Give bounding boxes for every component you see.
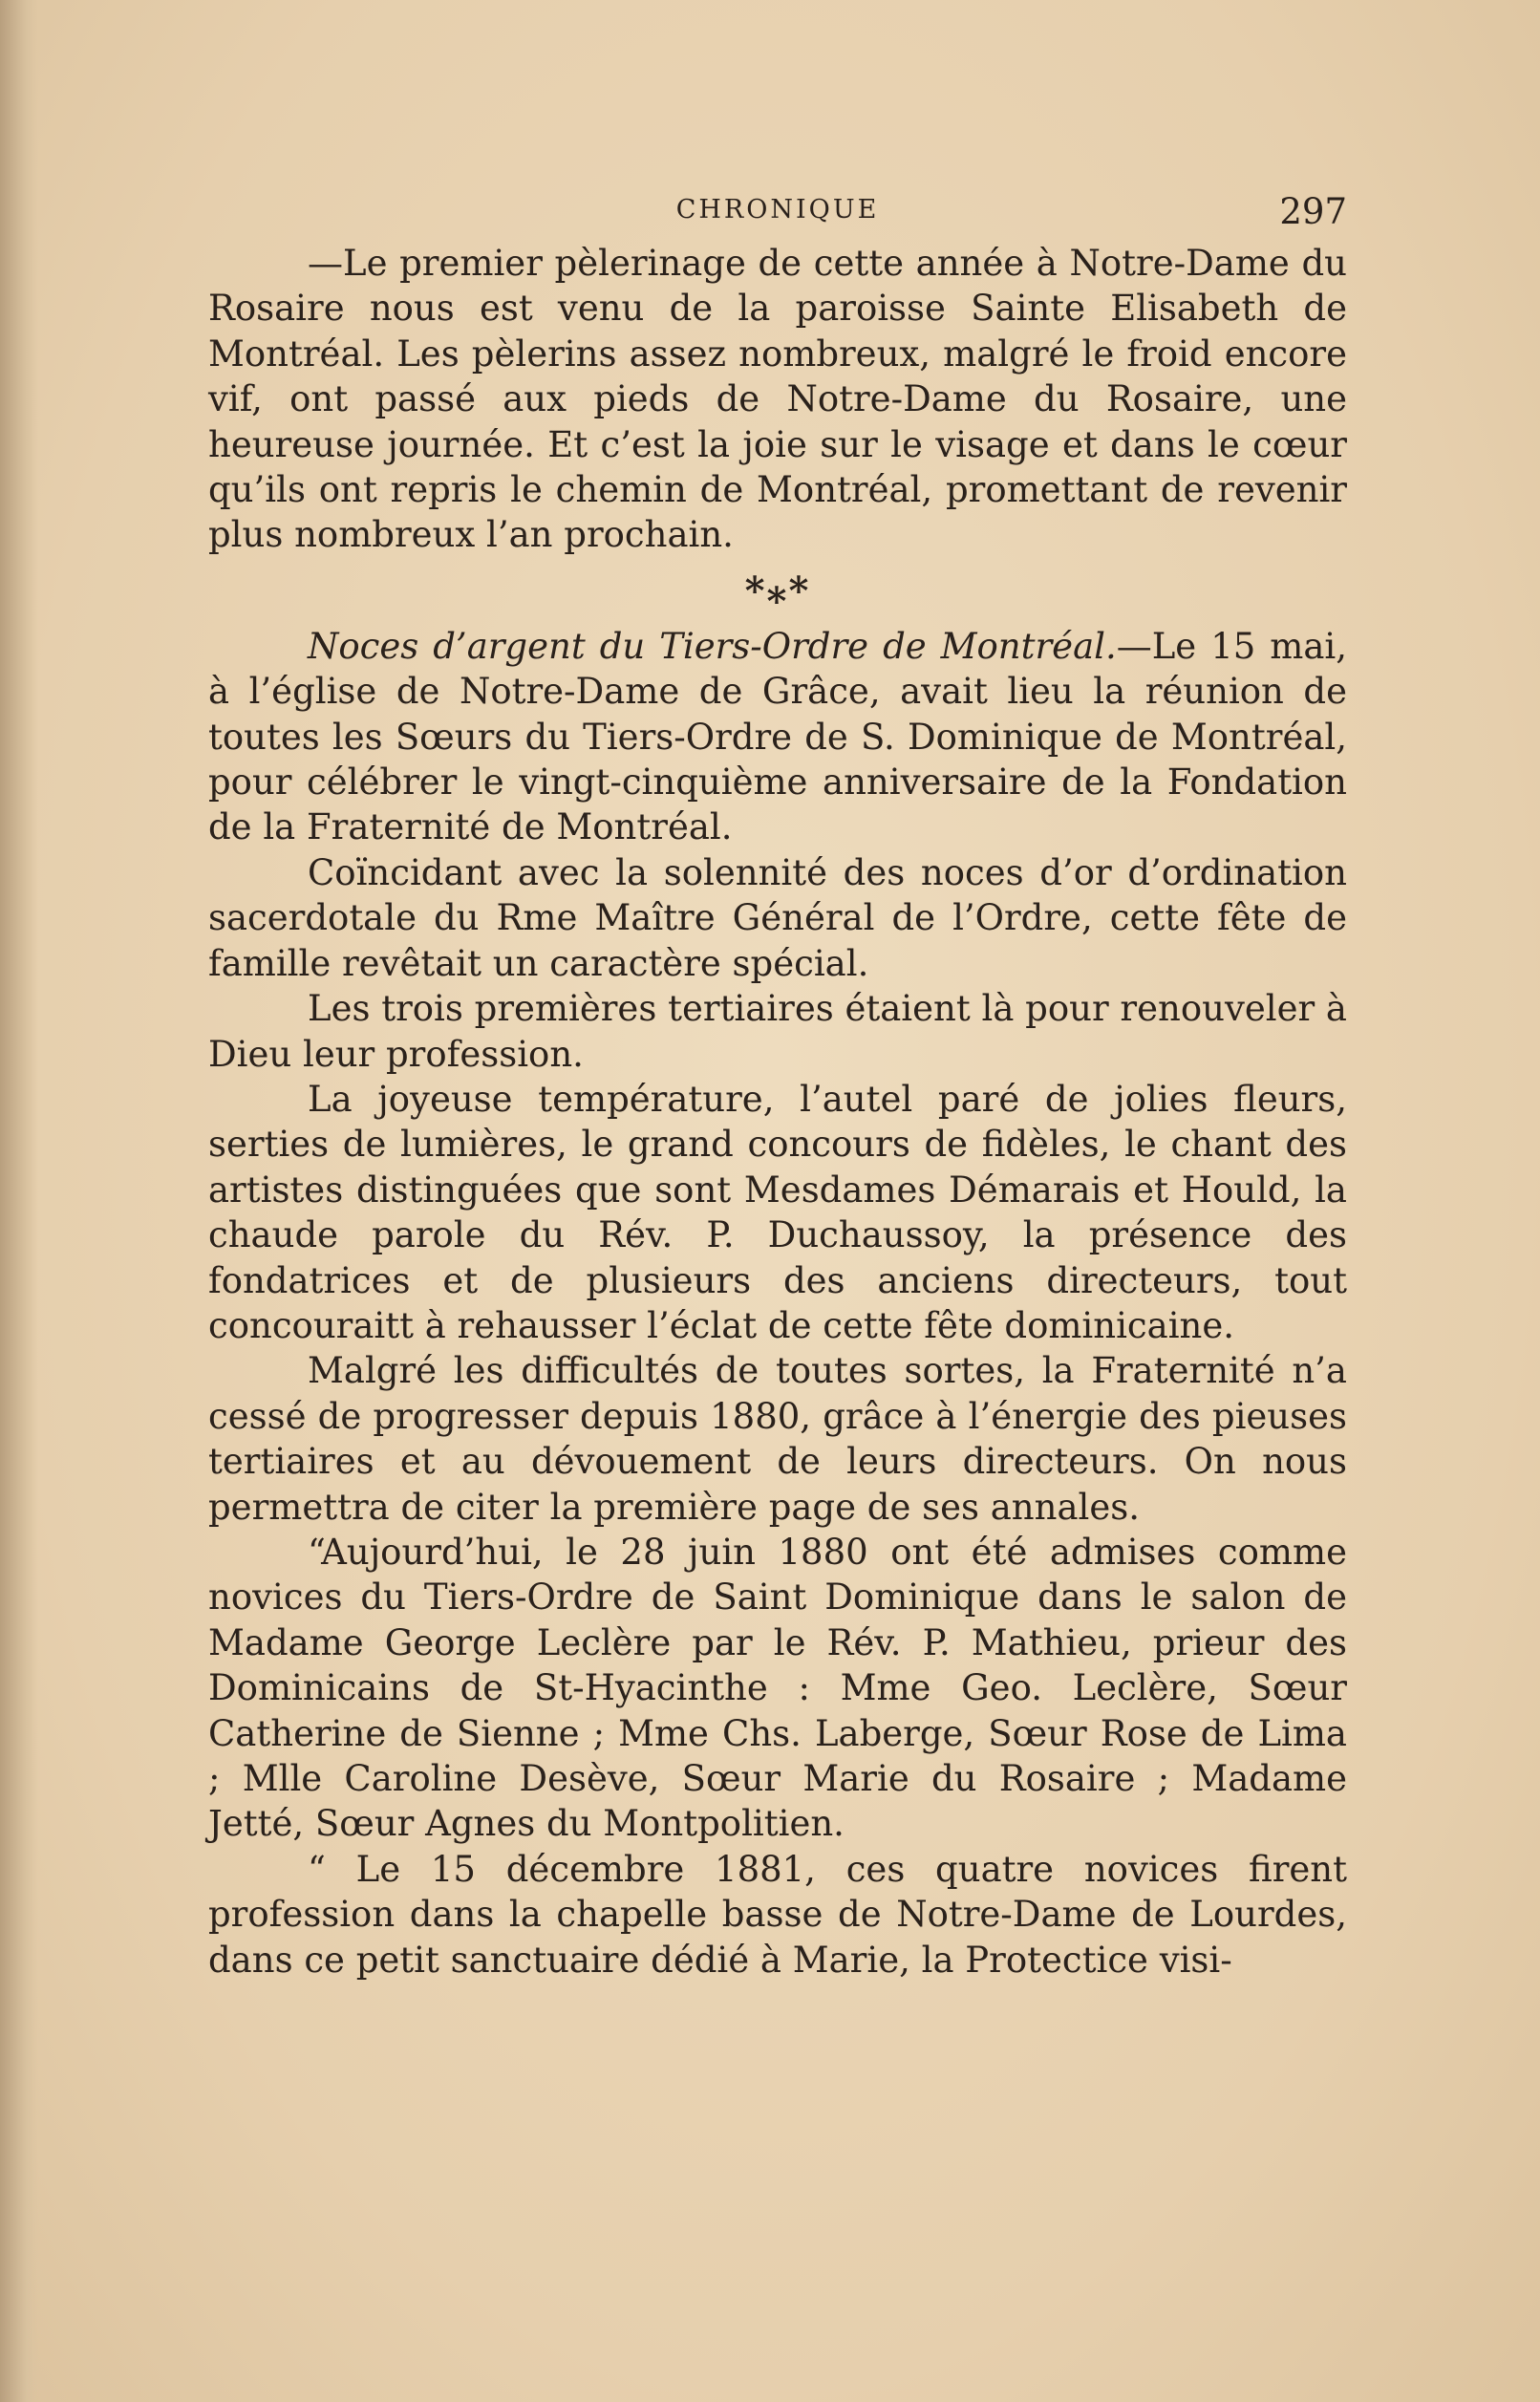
paragraph-progress: Malgré les difficultés de toutes sortes, la Fraternité n’a cessé de progresser depuis 1880, grâce à l’énergie des pieuses tertiaires et au dévouement de leurs directeurs. On nous permettra de citer la première page de ses annales.	[208, 1350, 1347, 1528]
book-page	[208, 191, 1347, 1983]
paragraph-tertiaries: Les trois premières tertiaires étaient là pour renouveler à Dieu leur profession.	[208, 988, 1347, 1075]
section-heading: Noces d’argent du Tiers-Ordre de Montréal.	[308, 625, 1117, 667]
paragraph-annals-quote-1: “Aujourd’hui, le 28 juin 1880 ont été admises comme novices du Tiers-Ordre de Saint Dominique dans le salon de Madame George Leclère par le Rév. P. Mathieu, prieur des Dominicains de St-Hyacinthe : Mme Geo. Leclère, Sœur Catherine de Sienne ; Mme Chs. Laberge, Sœur Rose de Lima ; Mlle Caroline Desève, Sœur Marie du Rosaire ; Madame Jetté, Sœur Agnes du Montpolitien.	[208, 1531, 1347, 1845]
page-number: 297	[1279, 191, 1347, 232]
paragraph-pilgrimage: —Le premier pèlerinage de cette année à Notre-Dame du Rosaire nous est venu de la paroisse Sainte Elisabeth de Montréal. Les pèlerins assez nombreux, malgré le froid encore vif, ont passé aux pieds de Notre-Dame du Rosaire, une heureuse journée. Et c’est la joie sur le visage et dans le cœur qu’ils ont repris le chemin de Montréal, promettant de revenir plus nombreux l’an prochain.	[208, 243, 1347, 556]
paragraph-silver-jubilee-text: —Le 15 mai, à l’église de Notre-Dame de Grâce, avait lieu la réunion de toutes les Sœurs du Tiers-Ordre de S. Dominique de Montréal, pour célébrer le vingt-cinquième anniversaire de la Fondation de la Fraternité de Montréal.	[208, 625, 1347, 848]
running-title: CHRONIQUE	[675, 195, 880, 225]
paragraph-celebration: La joyeuse température, l’autel paré de jolies fleurs, serties de lumières, le grand concours de fidèles, le chant des artistes distinguées que sont Mesdames Démarais et Hould, la chaude parole du Rév. P. Duchaussoy, la présence des fondatrices et de plusieurs des anciens directeurs, tout concouraitt à rehausser l’éclat de cette fête dominicaine.	[208, 1078, 1347, 1346]
paragraph-annals-quote-2: “ Le 15 décembre 1881, ces quatre novices firent profession dans la chapelle basse de Notre-Dame de Lourdes, dans ce petit sanctuaire dédié à Marie, la Protectice visi-	[208, 1848, 1347, 1981]
page-header	[208, 191, 1347, 241]
book-gutter-shadow	[0, 0, 38, 2402]
asterism-separator: *⁎*	[744, 568, 811, 613]
paragraph-coinciding: Coïncidant avec la solennité des noces d’or d’ordination sacerdotale du Rme Maître Général de l’Ordre, cette fête de famille revêtait un caractère spécial.	[208, 851, 1347, 984]
body-text	[208, 241, 1347, 1983]
paragraph-silver-jubilee	[208, 624, 1347, 850]
